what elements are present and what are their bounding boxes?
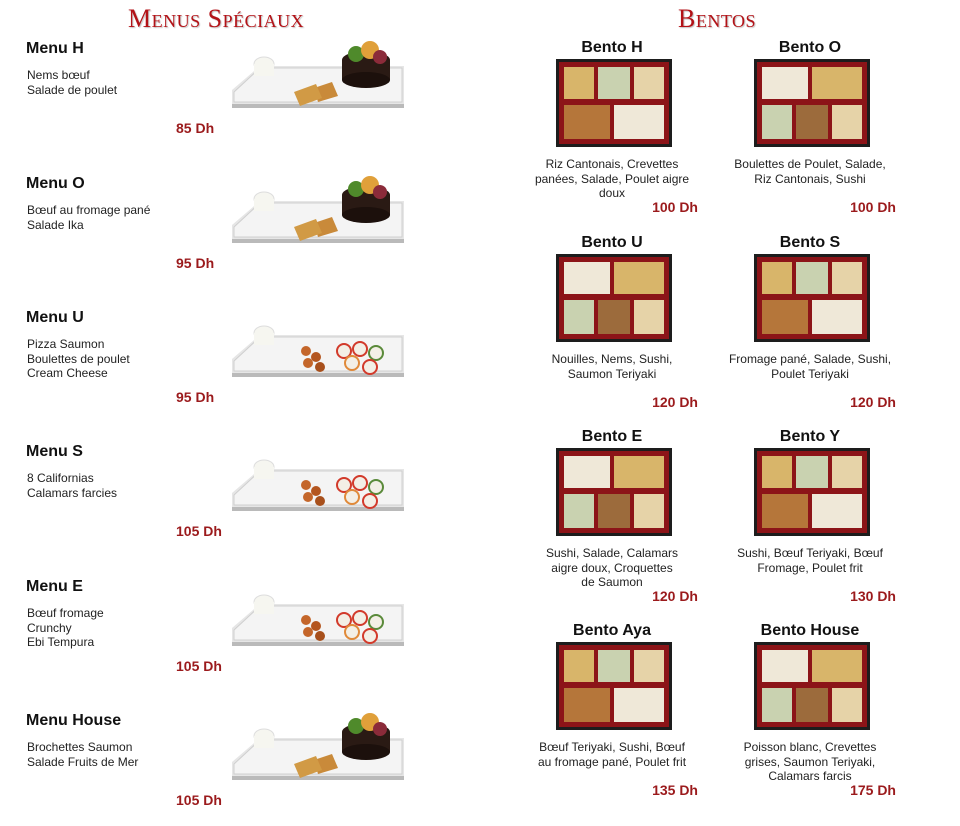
bento-description: Nouilles, Nems, Sushi, Saumon Teriyaki [551, 352, 673, 381]
bento-photo [556, 59, 672, 147]
menu-price: 95 Dh [176, 255, 215, 271]
menu-item: Ebi Tempura [27, 635, 95, 649]
menu-description [27, 606, 104, 650]
bento-card-s[interactable] [712, 234, 908, 424]
bento-photo [556, 254, 672, 342]
menu-price: 105 Dh [176, 523, 222, 539]
bento-name: Bento House [760, 622, 860, 639]
menu-card-u[interactable] [0, 309, 480, 443]
bento-name: Bento Y [779, 428, 841, 445]
menu-price: 105 Dh [176, 792, 222, 808]
menu-card-house[interactable] [0, 712, 480, 826]
bento-description: Sushi, Salade, Calamars aigre doux, Croquettes de Saumon [545, 546, 679, 589]
menu-card-h[interactable] [0, 40, 480, 174]
bento-photo [754, 642, 870, 730]
bento-description: Bœuf Teriyaki, Sushi, Bœuf au fromage pané, Poulet frit [537, 740, 687, 769]
menu-name: Menu U [26, 309, 84, 326]
bento-price: 130 Dh [850, 588, 896, 604]
menu-description [27, 68, 117, 97]
bento-name: Bento E [581, 428, 643, 445]
bento-card-aya[interactable] [514, 622, 710, 812]
bento-price: 175 Dh [850, 782, 896, 798]
bento-card-u[interactable] [514, 234, 710, 424]
bento-description: Poisson blanc, Crevettes grises, Saumon Teriyaki, Calamars farcis [743, 740, 877, 783]
menu-name: Menu S [26, 443, 83, 460]
bento-price: 100 Dh [850, 199, 896, 215]
bento-price: 135 Dh [652, 782, 698, 798]
menu-item: Pizza Saumon [27, 337, 105, 351]
bento-card-o[interactable] [712, 39, 908, 229]
bento-description: Sushi, Bœuf Teriyaki, Bœuf Fromage, Poulet frit [737, 546, 883, 575]
menu-card-e[interactable] [0, 578, 480, 712]
menu-description [27, 203, 150, 232]
menu-item: Nems bœuf [27, 68, 90, 82]
menu-photo [224, 568, 412, 658]
bento-description: Boulettes de Poulet, Salade, Riz Cantonais, Sushi [734, 157, 886, 186]
menu-price: 95 Dh [176, 389, 215, 405]
menu-price: 85 Dh [176, 120, 215, 136]
bento-photo [556, 642, 672, 730]
bento-name: Bento Aya [573, 622, 651, 639]
bento-description: Fromage pané, Salade, Sushi, Poulet Teriyaki [728, 352, 892, 381]
menu-card-o[interactable] [0, 175, 480, 309]
bento-photo [754, 59, 870, 147]
bento-price: 120 Dh [652, 394, 698, 410]
menu-item: Boulettes de poulet [27, 351, 130, 366]
menu-description [27, 740, 138, 769]
menu-item: Brochettes Saumon [27, 740, 133, 754]
menu-card-s[interactable] [0, 443, 480, 577]
bento-photo [754, 254, 870, 342]
menu-name: Menu H [26, 40, 84, 57]
menu-item: Bœuf fromage [27, 606, 104, 620]
menu-item: 8 Californias [27, 471, 94, 485]
bento-description: Riz Cantonais, Crevettes panées, Salade, Poulet aigre doux [534, 157, 690, 200]
menu-photo [224, 702, 412, 792]
bento-card-y[interactable] [712, 428, 908, 618]
menu-photo [224, 433, 412, 523]
bento-card-h[interactable] [514, 39, 710, 229]
menu-item: Bœuf au fromage pané [27, 203, 151, 217]
bento-price: 120 Dh [652, 588, 698, 604]
menu-name: Menu E [26, 578, 83, 595]
menu-name: Menu O [26, 175, 85, 192]
menu-photo [224, 165, 412, 255]
bento-card-e[interactable] [514, 428, 710, 618]
bento-photo [754, 448, 870, 536]
specials-section-title: Menus Spéciaux [128, 4, 305, 33]
menu-item: Cream Cheese [27, 366, 108, 380]
bento-name: Bento H [581, 39, 643, 56]
menu-item: Calamars farcies [27, 485, 118, 500]
menu-price: 105 Dh [176, 658, 222, 674]
menu-photo [224, 299, 412, 389]
bentos-section-title: Bentos [678, 4, 757, 33]
bento-name: Bento U [581, 234, 643, 251]
menu-name: Menu House [26, 712, 122, 729]
menu-description [27, 471, 117, 500]
menu-item: Salade de poulet [27, 82, 118, 97]
menu-description [27, 337, 130, 381]
menu-item: Salade Fruits de Mer [27, 754, 139, 769]
bento-price: 120 Dh [850, 394, 896, 410]
menu-item: Salade Ika [27, 217, 84, 232]
bento-name: Bento O [778, 39, 842, 56]
bento-price: 100 Dh [652, 199, 698, 215]
bento-name: Bento S [779, 234, 841, 251]
menu-item: Crunchy [27, 620, 72, 635]
bento-photo [556, 448, 672, 536]
bento-card-house[interactable] [712, 622, 908, 812]
menu-photo [224, 30, 412, 120]
